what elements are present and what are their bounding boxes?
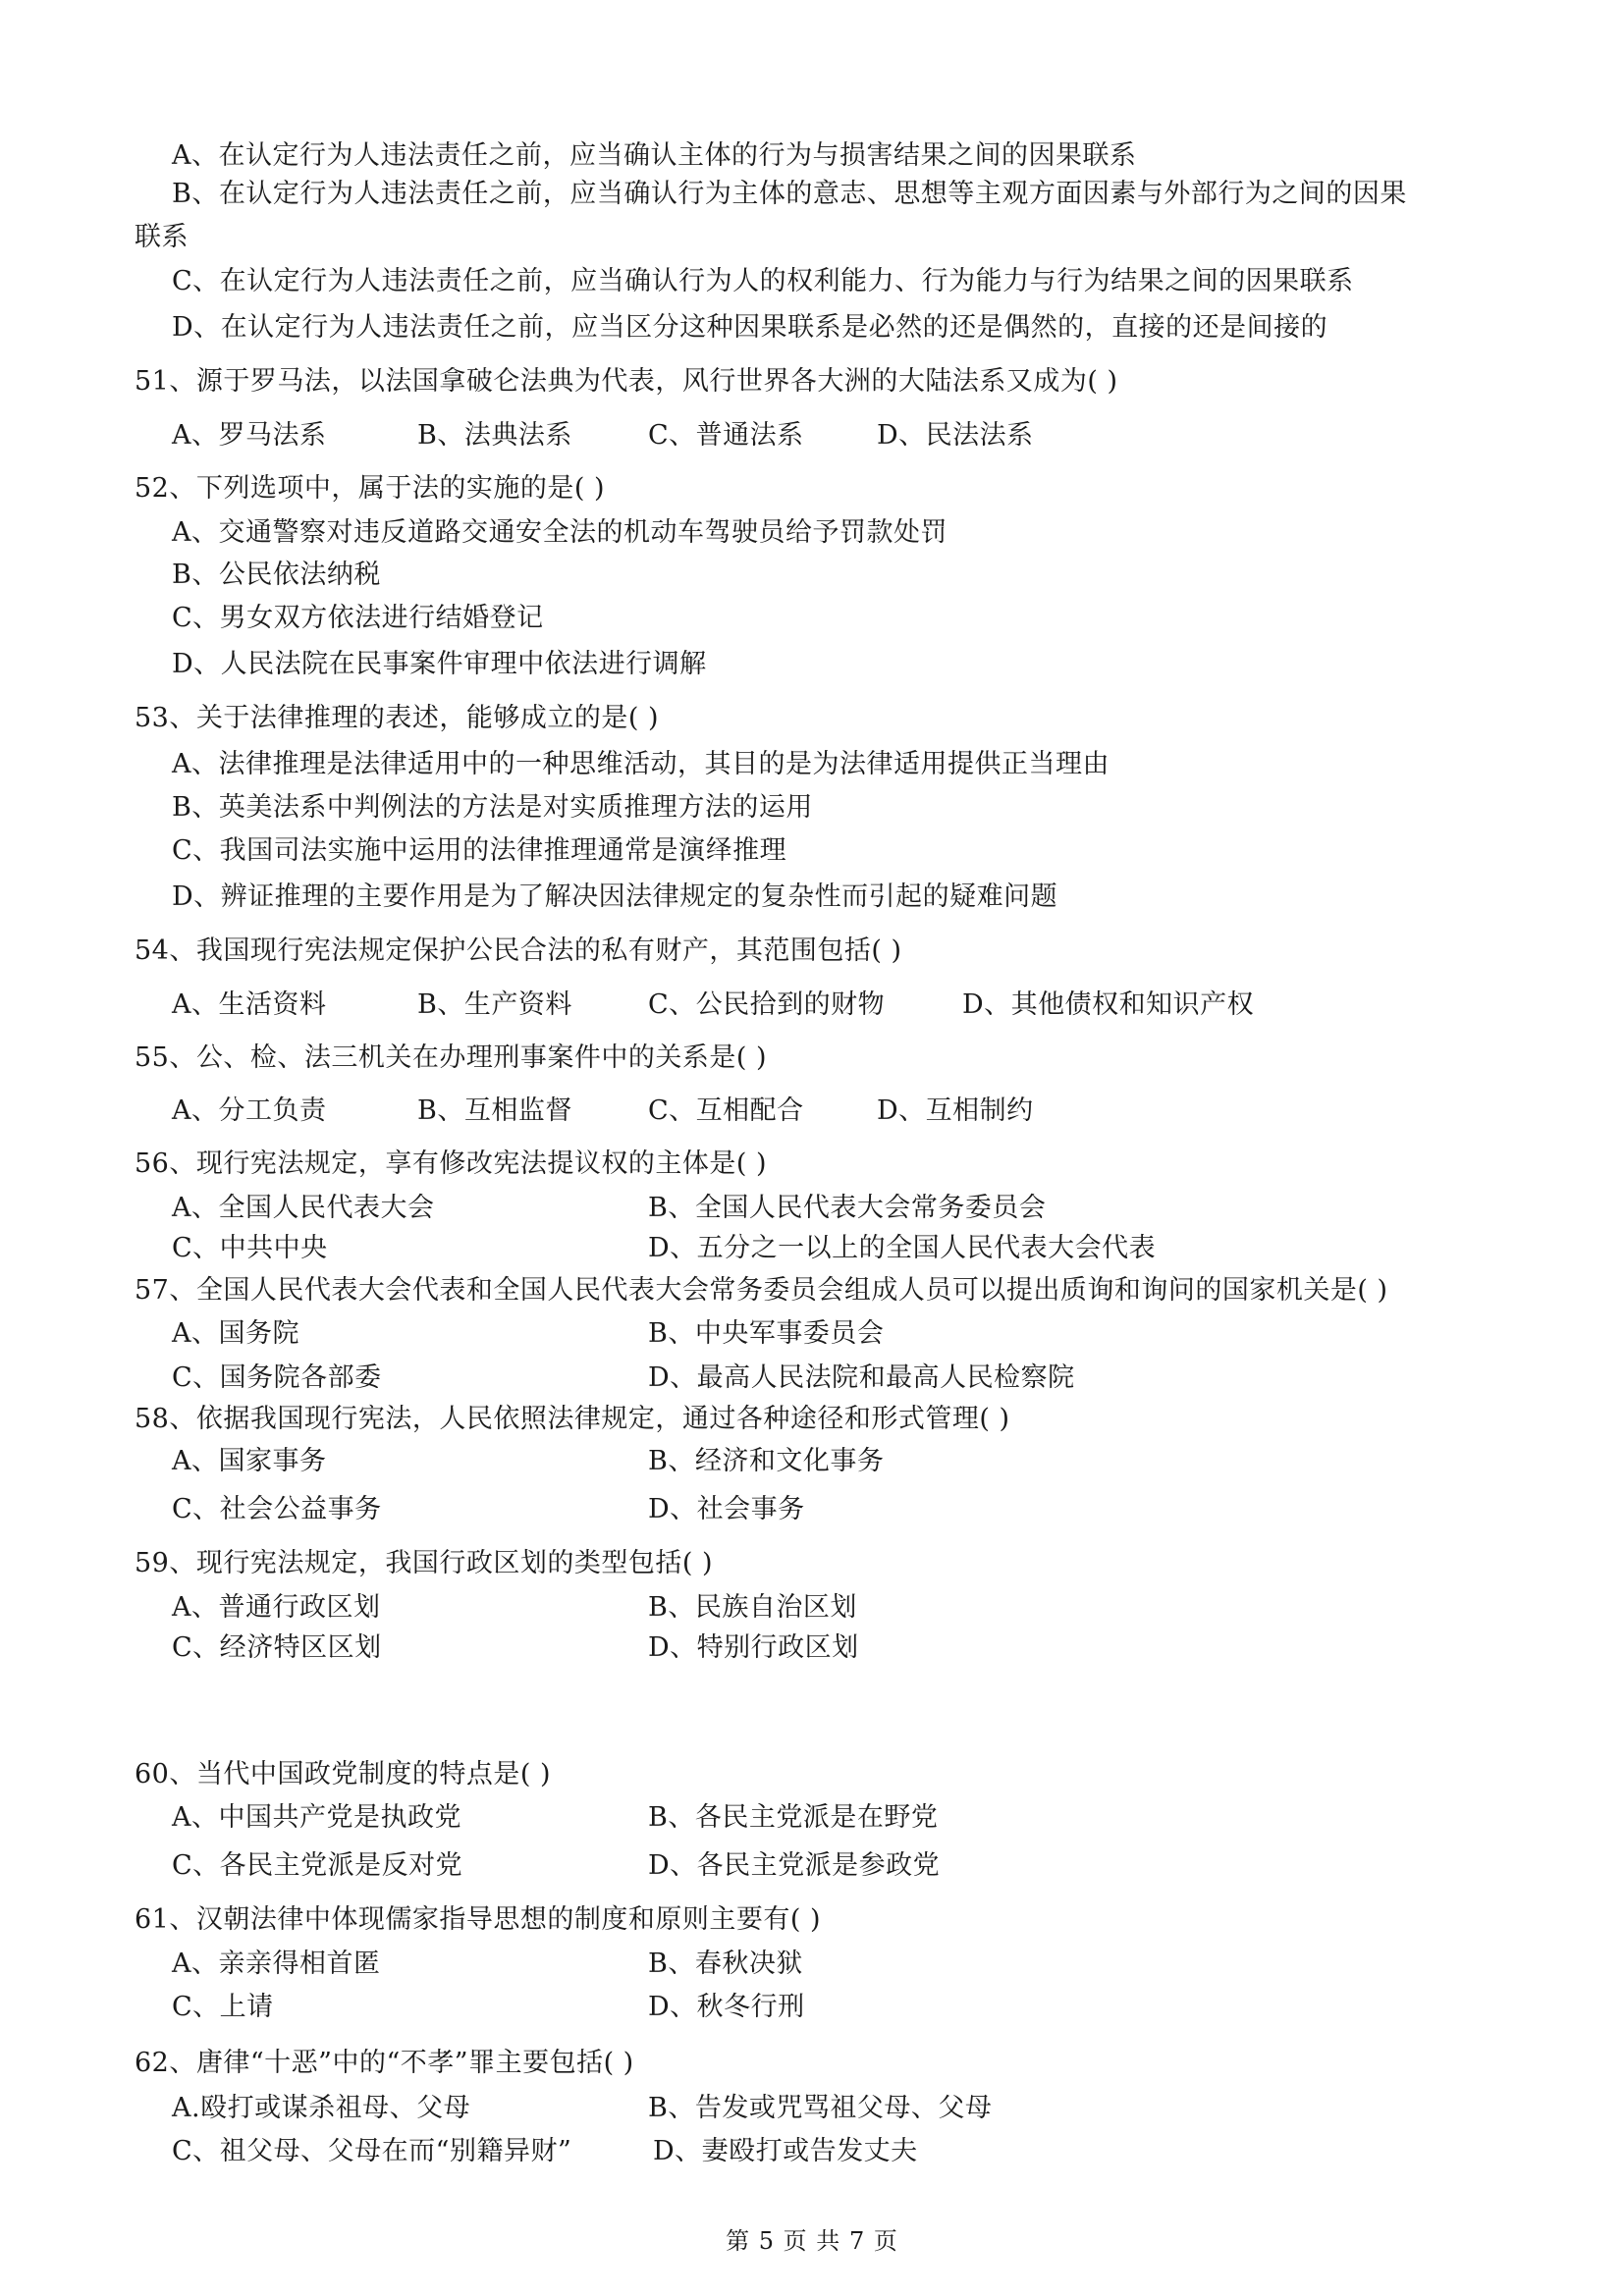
question-stem: 54、我国现行宪法规定保护公民合法的私有财产，其范围包括( ) — [135, 935, 902, 966]
question-stem: 61、汉朝法律中体现儒家指导思想的制度和原则主要有( ) — [135, 1904, 822, 1935]
option-b: B、法典法系 — [417, 420, 572, 451]
question-stem: 56、现行宪法规定，享有修改宪法提议权的主体是( ) — [135, 1148, 768, 1179]
option-c: C、各民主党派是反对党 — [172, 1850, 463, 1881]
option-b: B、告发或咒骂祖父母、父母 — [648, 2093, 993, 2123]
option-c: C、上请 — [172, 1992, 274, 2022]
option-b: B、生产资料 — [417, 989, 572, 1020]
option-d: D、五分之一以上的全国人民代表大会代表 — [648, 1233, 1157, 1263]
option-c: C、国务院各部委 — [172, 1362, 382, 1393]
option-c: C、祖父母、父母在而“别籍异财” — [172, 2136, 572, 2166]
option-b: B、公民依法纳税 — [172, 560, 381, 590]
option-text: D、在认定行为人违法责任之前，应当区分这种因果联系是必然的还是偶然的，直接的还是间接的 — [172, 312, 1328, 343]
option-d: D、人民法院在民事案件审理中依法进行调解 — [172, 649, 707, 679]
option-b: B、英美法系中判例法的方法是对实质推理方法的运用 — [172, 792, 813, 823]
option-c: C、中共中央 — [172, 1233, 328, 1263]
option-b: B、各民主党派是在野党 — [648, 1802, 939, 1833]
option-c: C、男女双方依法进行结婚登记 — [172, 603, 544, 633]
question-stem: 55、公、检、法三机关在办理刑事案件中的关系是( ) — [135, 1042, 768, 1073]
option-c: C、社会公益事务 — [172, 1494, 382, 1524]
option-a: A、生活资料 — [172, 989, 327, 1020]
option-a: A、法律推理是法律适用中的一种思维活动，其目的是为法律适用提供正当理由 — [172, 749, 1110, 779]
option-c: C、公民拾到的财物 — [648, 989, 886, 1020]
option-a: A、亲亲得相首匿 — [172, 1949, 381, 1979]
question-stem: 62、唐律“十恶”中的“不孝”罪主要包括( ) — [135, 2048, 634, 2078]
question-stem: 58、依据我国现行宪法，人民依照法律规定，通过各种途径和形式管理( ) — [135, 1404, 1010, 1434]
question-stem: 60、当代中国政党制度的特点是( ) — [135, 1759, 552, 1789]
option-d: D、妻殴打或告发丈夫 — [653, 2136, 918, 2166]
option-b: B、经济和文化事务 — [648, 1446, 885, 1476]
option-a: A、罗马法系 — [172, 420, 327, 451]
option-d: D、秋冬行刑 — [648, 1992, 805, 2022]
option-text: B、在认定行为人违法责任之前，应当确认行为主体的意志、思想等主观方面因素与外部行为之间的因果 — [172, 179, 1407, 209]
option-d: D、辨证推理的主要作用是为了解决因法律规定的复杂性而引起的疑难问题 — [172, 881, 1058, 912]
option-text: C、在认定行为人违法责任之前，应当确认行为人的权利能力、行为能力与行为结果之间的因果联系 — [172, 266, 1354, 296]
option-a: A、分工负责 — [172, 1095, 327, 1126]
option-b: B、全国人民代表大会常务委员会 — [648, 1193, 1047, 1223]
option-c: C、经济特区区划 — [172, 1632, 382, 1663]
option-c: C、互相配合 — [648, 1095, 804, 1126]
option-c: C、普通法系 — [648, 420, 804, 451]
option-d: D、各民主党派是参政党 — [648, 1850, 941, 1881]
question-stem: 51、源于罗马法，以法国拿破仑法典为代表，风行世界各大洲的大陆法系又成为( ) — [135, 366, 1118, 397]
option-text: A、在认定行为人违法责任之前，应当确认主体的行为与损害结果之间的因果联系 — [172, 140, 1137, 171]
option-d: D、其他债权和知识产权 — [962, 989, 1255, 1020]
option-a: A、国家事务 — [172, 1446, 327, 1476]
question-stem: 53、关于法律推理的表述，能够成立的是( ) — [135, 703, 660, 733]
option-a: A.殴打或谋杀祖母、父母 — [172, 2093, 471, 2123]
question-stem: 57、全国人民代表大会代表和全国人民代表大会常务委员会组成人员可以提出质询和询问的国家机关是( ) — [135, 1275, 1388, 1306]
question-stem: 52、下列选项中，属于法的实施的是( ) — [135, 473, 606, 504]
option-a: A、中国共产党是执政党 — [172, 1802, 461, 1833]
option-d: D、最高人民法院和最高人民检察院 — [648, 1362, 1075, 1393]
option-d: D、互相制约 — [877, 1095, 1034, 1126]
option-b: B、春秋决狱 — [648, 1949, 803, 1979]
option-d: D、特别行政区划 — [648, 1632, 859, 1663]
question-stem: 59、现行宪法规定，我国行政区划的类型包括( ) — [135, 1548, 714, 1578]
option-b: B、中央军事委员会 — [648, 1318, 885, 1349]
option-a: A、全国人民代表大会 — [172, 1193, 435, 1223]
page-number: 第 5 页 共 7 页 — [726, 2227, 898, 2255]
option-b: B、互相监督 — [417, 1095, 572, 1126]
option-text-continuation: 联系 — [135, 222, 189, 252]
option-c: C、我国司法实施中运用的法律推理通常是演绎推理 — [172, 835, 787, 866]
option-d: D、社会事务 — [648, 1494, 805, 1524]
option-a: A、国务院 — [172, 1318, 299, 1349]
option-b: B、民族自治区划 — [648, 1592, 857, 1623]
option-a: A、交通警察对违反道路交通安全法的机动车驾驶员给予罚款处罚 — [172, 517, 947, 548]
option-d: D、民法法系 — [877, 420, 1034, 451]
option-a: A、普通行政区划 — [172, 1592, 381, 1623]
